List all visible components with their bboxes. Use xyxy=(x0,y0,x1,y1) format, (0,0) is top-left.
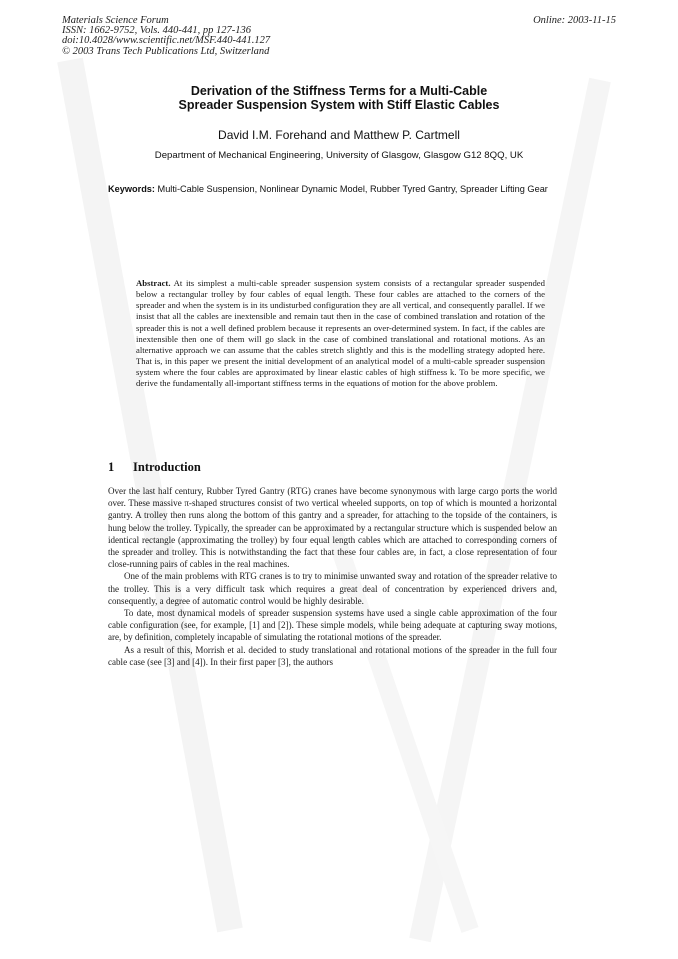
header-doi: doi:10.4028/www.scientific.net/MSF.440-441.127 xyxy=(62,35,271,47)
title-line-2: Spreader Suspension System with Stiff Elastic Cables xyxy=(178,98,500,112)
body-text xyxy=(108,485,557,668)
paragraph: Over the last half century, Rubber Tyred Gantry (RTG) cranes have become synonymous with large cargo ports the world over. These massive π-shaped structures consist of two vertical wheeled supports, on top of which is mounted a horizontal gantry. A trolley then runs along the bottom of this gantry and a spreader, for attaching to the topside of the containers, is hung below the trolley. Typically, the spreader can be approximated by a rectangular structure which is suspended below an identical rectangle (approximating the trolley) by four equal length cables which are attached to corresponding corners of the spreader and trolley. This is notwithstanding the fact that these four cables are, in fact, a close representation of four close-running pairs of cables in the real machines. xyxy=(108,486,557,570)
section-heading xyxy=(108,460,201,475)
affiliation: Department of Mechanical Engineering, University of Glasgow, Glasgow G12 8QQ, UK xyxy=(154,150,524,161)
paragraph: One of the main problems with RTG cranes is to try to minimise unwanted sway and rotation of the spreader relative to the trolley. This is a very difficult task which requires a great deal of concentration by experienced drivers and, consequently, a degree of automatic control would be highly desirable. xyxy=(108,571,557,606)
keywords xyxy=(108,183,568,195)
paragraph: To date, most dynamical models of spreader suspension systems have used a single cable approximation of the four cable configuration (see, for example, [1] and [2]). These simple models, while being adequate at capturing sway motions, are, by definition, completely incapable of simulating the rotational motions of the spreader. xyxy=(108,608,557,643)
abstract xyxy=(136,278,545,390)
header-issn: ISSN: 1662-9752, Vols. 440-441, pp 127-136 xyxy=(62,25,251,37)
header-journal-name: Materials Science Forum xyxy=(62,15,169,26)
paper-title xyxy=(100,84,578,112)
title-line-1: Derivation of the Stiffness Terms for a Multi-Cable xyxy=(190,84,488,98)
section-title: Introduction xyxy=(133,460,201,474)
journal-header xyxy=(62,16,270,57)
paragraph: As a result of this, Morrish et al. decided to study translational and rotational motions of the spreader in the full four cable case (see [3] and [4]). In their first paper [3], the authors xyxy=(108,644,557,667)
keywords-label: Keywords: xyxy=(108,184,155,194)
header-copyright: © 2003 Trans Tech Publications Ltd, Switzerland xyxy=(62,45,270,57)
section-number: 1 xyxy=(108,460,115,474)
online-date: Online: 2003-11-15 xyxy=(533,15,616,26)
abstract-text: At its simplest a multi-cable spreader suspension system consists of a rectangular spreader suspended below a rectangular trolley by four cables of equal length. These four cables are attached to the corners of the spreader and when the system is in its undisturbed configuration they are all vertical, and consequently parallel. If we insist that all the cables are inextensible and remain taut then in the case of combined translation and rotation of the spreader this is not a well defined problem because it represents an over-determined system. In fact, if the cables are inextensible then one of them will go slack in the case of combined translational and rotational motions. As an alternative approach we can assume that the cables stretch slightly and this is the modelling strategy adopted here. That is, in this paper we present the initial development of an analytical model of a multi-cable spreader suspension system where the four cables are approximated by linear elastic cables of high stiffness k. To be more specific, we derive the fundamentally all-important stiffness terms in the equations of motion for the above problem. xyxy=(136,278,545,389)
keywords-text: Multi-Cable Suspension, Nonlinear Dynamic Model, Rubber Tyred Gantry, Spreader Lifting Gear xyxy=(157,184,548,194)
abstract-label: Abstract. xyxy=(136,278,171,288)
authors: David I.M. Forehand and Matthew P. Cartmell xyxy=(218,128,460,142)
